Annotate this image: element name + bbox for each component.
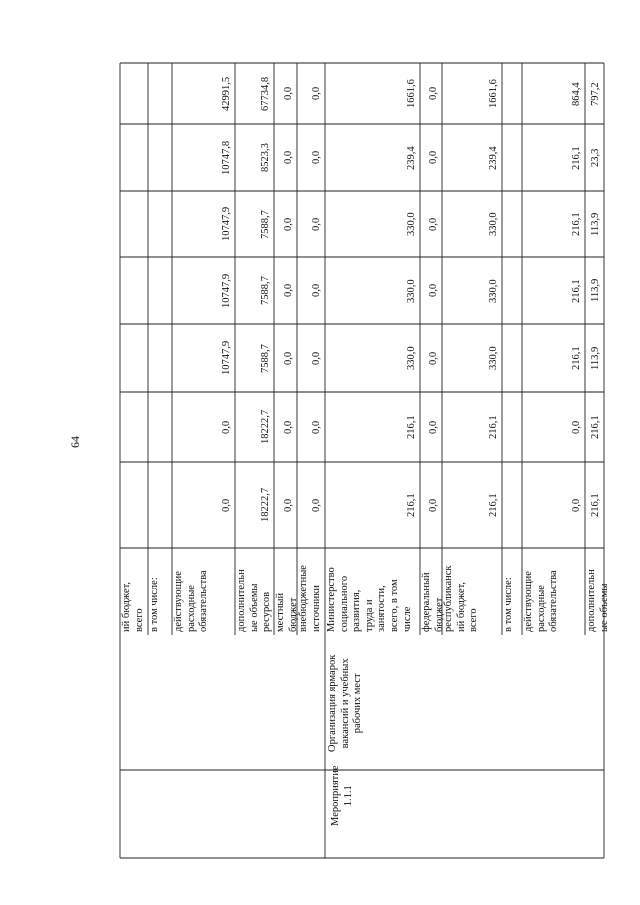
label-line: рабочих мест (352, 673, 364, 734)
value-cell: 42991,5 (221, 76, 232, 111)
label-line: Министерство (326, 567, 337, 632)
label-line: всего, в том (388, 579, 400, 632)
value-cell: 216,1 (571, 145, 582, 170)
value-cell: 0,0 (283, 150, 294, 164)
label-line: дополнительн (236, 569, 247, 632)
value-cell: 0,0 (428, 498, 439, 512)
label-line: расходные (535, 585, 547, 632)
value-cell: 239,4 (406, 145, 417, 170)
label-line: социального (338, 575, 350, 632)
label-line: вакансий и учебных (339, 658, 351, 749)
label-line: действующие (523, 571, 534, 632)
value-cell: 0,0 (311, 498, 322, 512)
measure-name-label (327, 655, 365, 752)
label-line: в том числе: (149, 577, 160, 632)
value-cell: 797,2 (590, 81, 601, 106)
value-cell: 18222,7 (260, 409, 271, 444)
value-cell: 239,4 (488, 145, 499, 170)
value-cell: 10747,9 (221, 340, 232, 375)
budget-source-label (298, 565, 323, 632)
value-cell: 8523,3 (260, 143, 271, 172)
value-cell: 216,1 (488, 415, 499, 439)
label-line: 1.1.1 (342, 785, 354, 807)
value-cell: 67734,8 (260, 76, 271, 111)
label-line: республиканск (443, 565, 454, 632)
budget-source-label (236, 569, 274, 632)
value-cell: 0,0 (428, 217, 439, 231)
value-cell: 7588,7 (260, 209, 271, 239)
label-line: бюджет (287, 597, 299, 632)
value-cell: 0,0 (428, 150, 439, 164)
budget-source-label (586, 569, 611, 632)
value-cell: 0,0 (283, 420, 294, 434)
value-cell: 216,1 (571, 212, 582, 236)
budget-source-label (173, 570, 211, 632)
value-cell: 7588,7 (260, 276, 271, 305)
value-cell: 330,0 (488, 346, 499, 370)
label-line: ий бюджет, (121, 581, 132, 632)
value-cell: 0,0 (283, 86, 294, 100)
label-line: труда и (363, 599, 375, 632)
label-line: развития, (351, 589, 363, 632)
label-line: расходные (185, 585, 197, 632)
label-line: дополнительн (586, 569, 597, 632)
value-cell: 864,4 (571, 81, 582, 106)
value-cell: 0,0 (571, 498, 582, 512)
value-cell: 0,0 (311, 217, 322, 231)
budget-source-label (503, 577, 516, 632)
value-cell: 0,0 (283, 498, 294, 512)
value-cell: 0,0 (311, 283, 322, 297)
value-cell: 113,9 (590, 212, 601, 236)
value-cell: 216,1 (571, 278, 582, 303)
value-cell: 330,0 (406, 212, 417, 236)
value-cell: 0,0 (428, 283, 439, 297)
label-line: занятости, (376, 585, 388, 632)
page-number: 64 (68, 436, 82, 448)
value-cell: 0,0 (283, 351, 294, 365)
value-cell: 330,0 (488, 278, 499, 303)
value-cell: 0,0 (428, 420, 439, 434)
label-line: внебюджетные (298, 565, 309, 632)
budget-source-label (326, 567, 414, 632)
label-line: ресурсов (261, 591, 273, 632)
value-cell: 216,1 (406, 415, 417, 439)
label-line: обязательства (548, 570, 560, 632)
value-cell: 7588,7 (260, 343, 271, 373)
value-cell: 0,0 (311, 420, 322, 434)
value-cell: 113,9 (590, 278, 601, 302)
budget-source-label (149, 577, 162, 632)
label-line: бюджет (433, 597, 445, 632)
label-line: обязательства (198, 570, 210, 632)
value-cell: 0,0 (221, 420, 232, 434)
label-line: ий бюджет, (455, 581, 467, 632)
label-line: числе (401, 606, 413, 632)
value-cell: 0,0 (283, 217, 294, 231)
value-cell: 10747,9 (221, 206, 232, 241)
value-cell: 216,1 (488, 493, 499, 517)
value-cell: 0,0 (311, 86, 322, 100)
value-cell: 113,9 (590, 346, 601, 370)
value-cell: 216,1 (406, 493, 417, 517)
measure-id-label (330, 765, 355, 826)
label-line: действующие (173, 571, 184, 632)
value-cell: 216,1 (590, 493, 601, 517)
budget-source-label (121, 582, 146, 632)
value-cell: 330,0 (488, 212, 499, 236)
label-line: ые объемы (598, 583, 610, 632)
value-cell: 216,1 (590, 415, 601, 439)
value-cell: 1661,6 (406, 79, 417, 108)
value-cell: 10747,9 (221, 273, 232, 308)
label-line: источники (310, 585, 322, 632)
value-cell: 330,0 (406, 278, 417, 303)
label-line: Организация ярмарок (327, 654, 338, 752)
value-cell: 0,0 (311, 150, 322, 164)
label-line: всего (133, 608, 145, 632)
value-cell: 330,0 (406, 346, 417, 370)
label-line: федеральный (421, 572, 432, 632)
budget-source-label (275, 593, 300, 632)
value-cell: 23,3 (590, 148, 601, 167)
label-line: в том числе: (503, 577, 514, 632)
value-cell: 10747,8 (221, 140, 232, 175)
value-cell: 0,0 (283, 283, 294, 297)
value-cell: 216,1 (571, 346, 582, 370)
label-line: местный (275, 592, 286, 632)
label-line: всего (468, 608, 480, 632)
value-cell: 18222,7 (260, 487, 271, 522)
label-line: Мероприятие (330, 765, 341, 826)
value-cell: 1661,6 (488, 79, 499, 108)
value-cell: 0,0 (428, 86, 439, 100)
budget-source-label (523, 570, 561, 632)
value-cell: 0,0 (571, 420, 582, 434)
value-cell: 0,0 (221, 498, 232, 512)
label-line: ые объемы (248, 583, 260, 632)
value-cell: 0,0 (311, 351, 322, 365)
budget-source-label (443, 566, 481, 633)
value-cell: 0,0 (428, 351, 439, 365)
